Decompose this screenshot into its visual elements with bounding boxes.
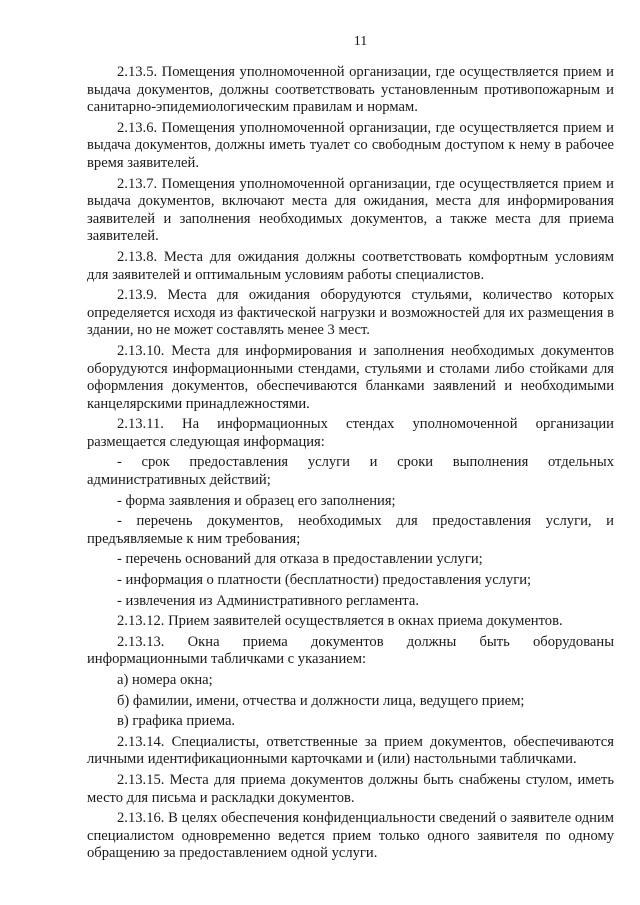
paragraph: 2.13.10. Места для информирования и заполнения необходимых документов оборудуются информационными стендами, стульями и столами либо стойками для оформления документов, обеспечиваются бланками заявлений и необходимыми канцелярскими принадлежностями. (87, 342, 614, 412)
paragraph: 2.13.14. Специалисты, ответственные за прием документов, обеспечиваются личными идентификационными карточками и (или) настольными табличками. (87, 733, 614, 768)
paragraph: - информация о платности (бесплатности) предоставления услуги; (117, 572, 532, 589)
paragraph: - срок предоставления услуги и сроки выполнения отдельных административных действий; (87, 454, 614, 489)
paragraph: 2.13.5. Помещения уполномоченной организации, где осуществляется прием и выдача документов, должны соответствовать установленным противопожарным и санитарно-эпидемиологическим правилам и нормам. (87, 64, 614, 116)
paragraph: 2.13.8. Места для ожидания должны соответствовать комфортным условиям для заявителей и оптимальным условиям работы специалистов. (87, 248, 614, 283)
paragraph: 2.13.16. В целях обеспечения конфиденциальности сведений о заявителе одним специалистом одновременно ведется прием только одного заявителя по одному обращению за предоставлением одной услуги. (87, 810, 614, 862)
paragraph: 2.13.11. На информационных стендах уполномоченной организации размещается следующая информация: (87, 416, 614, 450)
paragraph: в) графика приема. (117, 713, 236, 730)
paragraph: - форма заявления и образец его заполнения; (117, 492, 396, 509)
paragraph: - перечень оснований для отказа в предоставлении услуги; (117, 551, 483, 568)
paragraph: 2.13.9. Места для ожидания оборудуются стульями, количество которых определяется исходя из фактической нагрузки и возможностей для их размещения в здании, но не может составлять менее 3 мест. (87, 287, 614, 339)
document-body (87, 64, 614, 863)
paragraph: 2.13.7. Помещения уполномоченной организации, где осуществляется прием и выдача документов, включают места для ожидания, места для информирования заявителей и заполнения необходимых документов, а также места для приема заявителей. (87, 175, 614, 245)
paragraph: б) фамилии, имени, отчества и должности лица, ведущего прием; (117, 692, 525, 709)
paragraph: - извлечения из Административного регламента. (117, 592, 419, 609)
paragraph: 2.13.15. Места для приема документов должны быть снабжены стулом, иметь место для письма и раскладки документов. (87, 771, 614, 806)
paragraph: - перечень документов, необходимых для предоставления услуги, и предъявляемые к ним требования; (87, 513, 614, 547)
paragraph: 2.13.13. Окна приема документов должны быть оборудованы информационными табличками с указанием: (87, 633, 614, 668)
paragraph: а) номера окна; (117, 672, 213, 688)
page-number: 11 (353, 34, 368, 49)
paragraph: 2.13.6. Помещения уполномоченной организации, где осуществляется прием и выдача документов, должны иметь туалет со свободным доступом к нему в рабочее время заявителей. (87, 119, 614, 171)
paragraph: 2.13.12. Прием заявителей осуществляется в окнах приема документов. (117, 613, 563, 630)
